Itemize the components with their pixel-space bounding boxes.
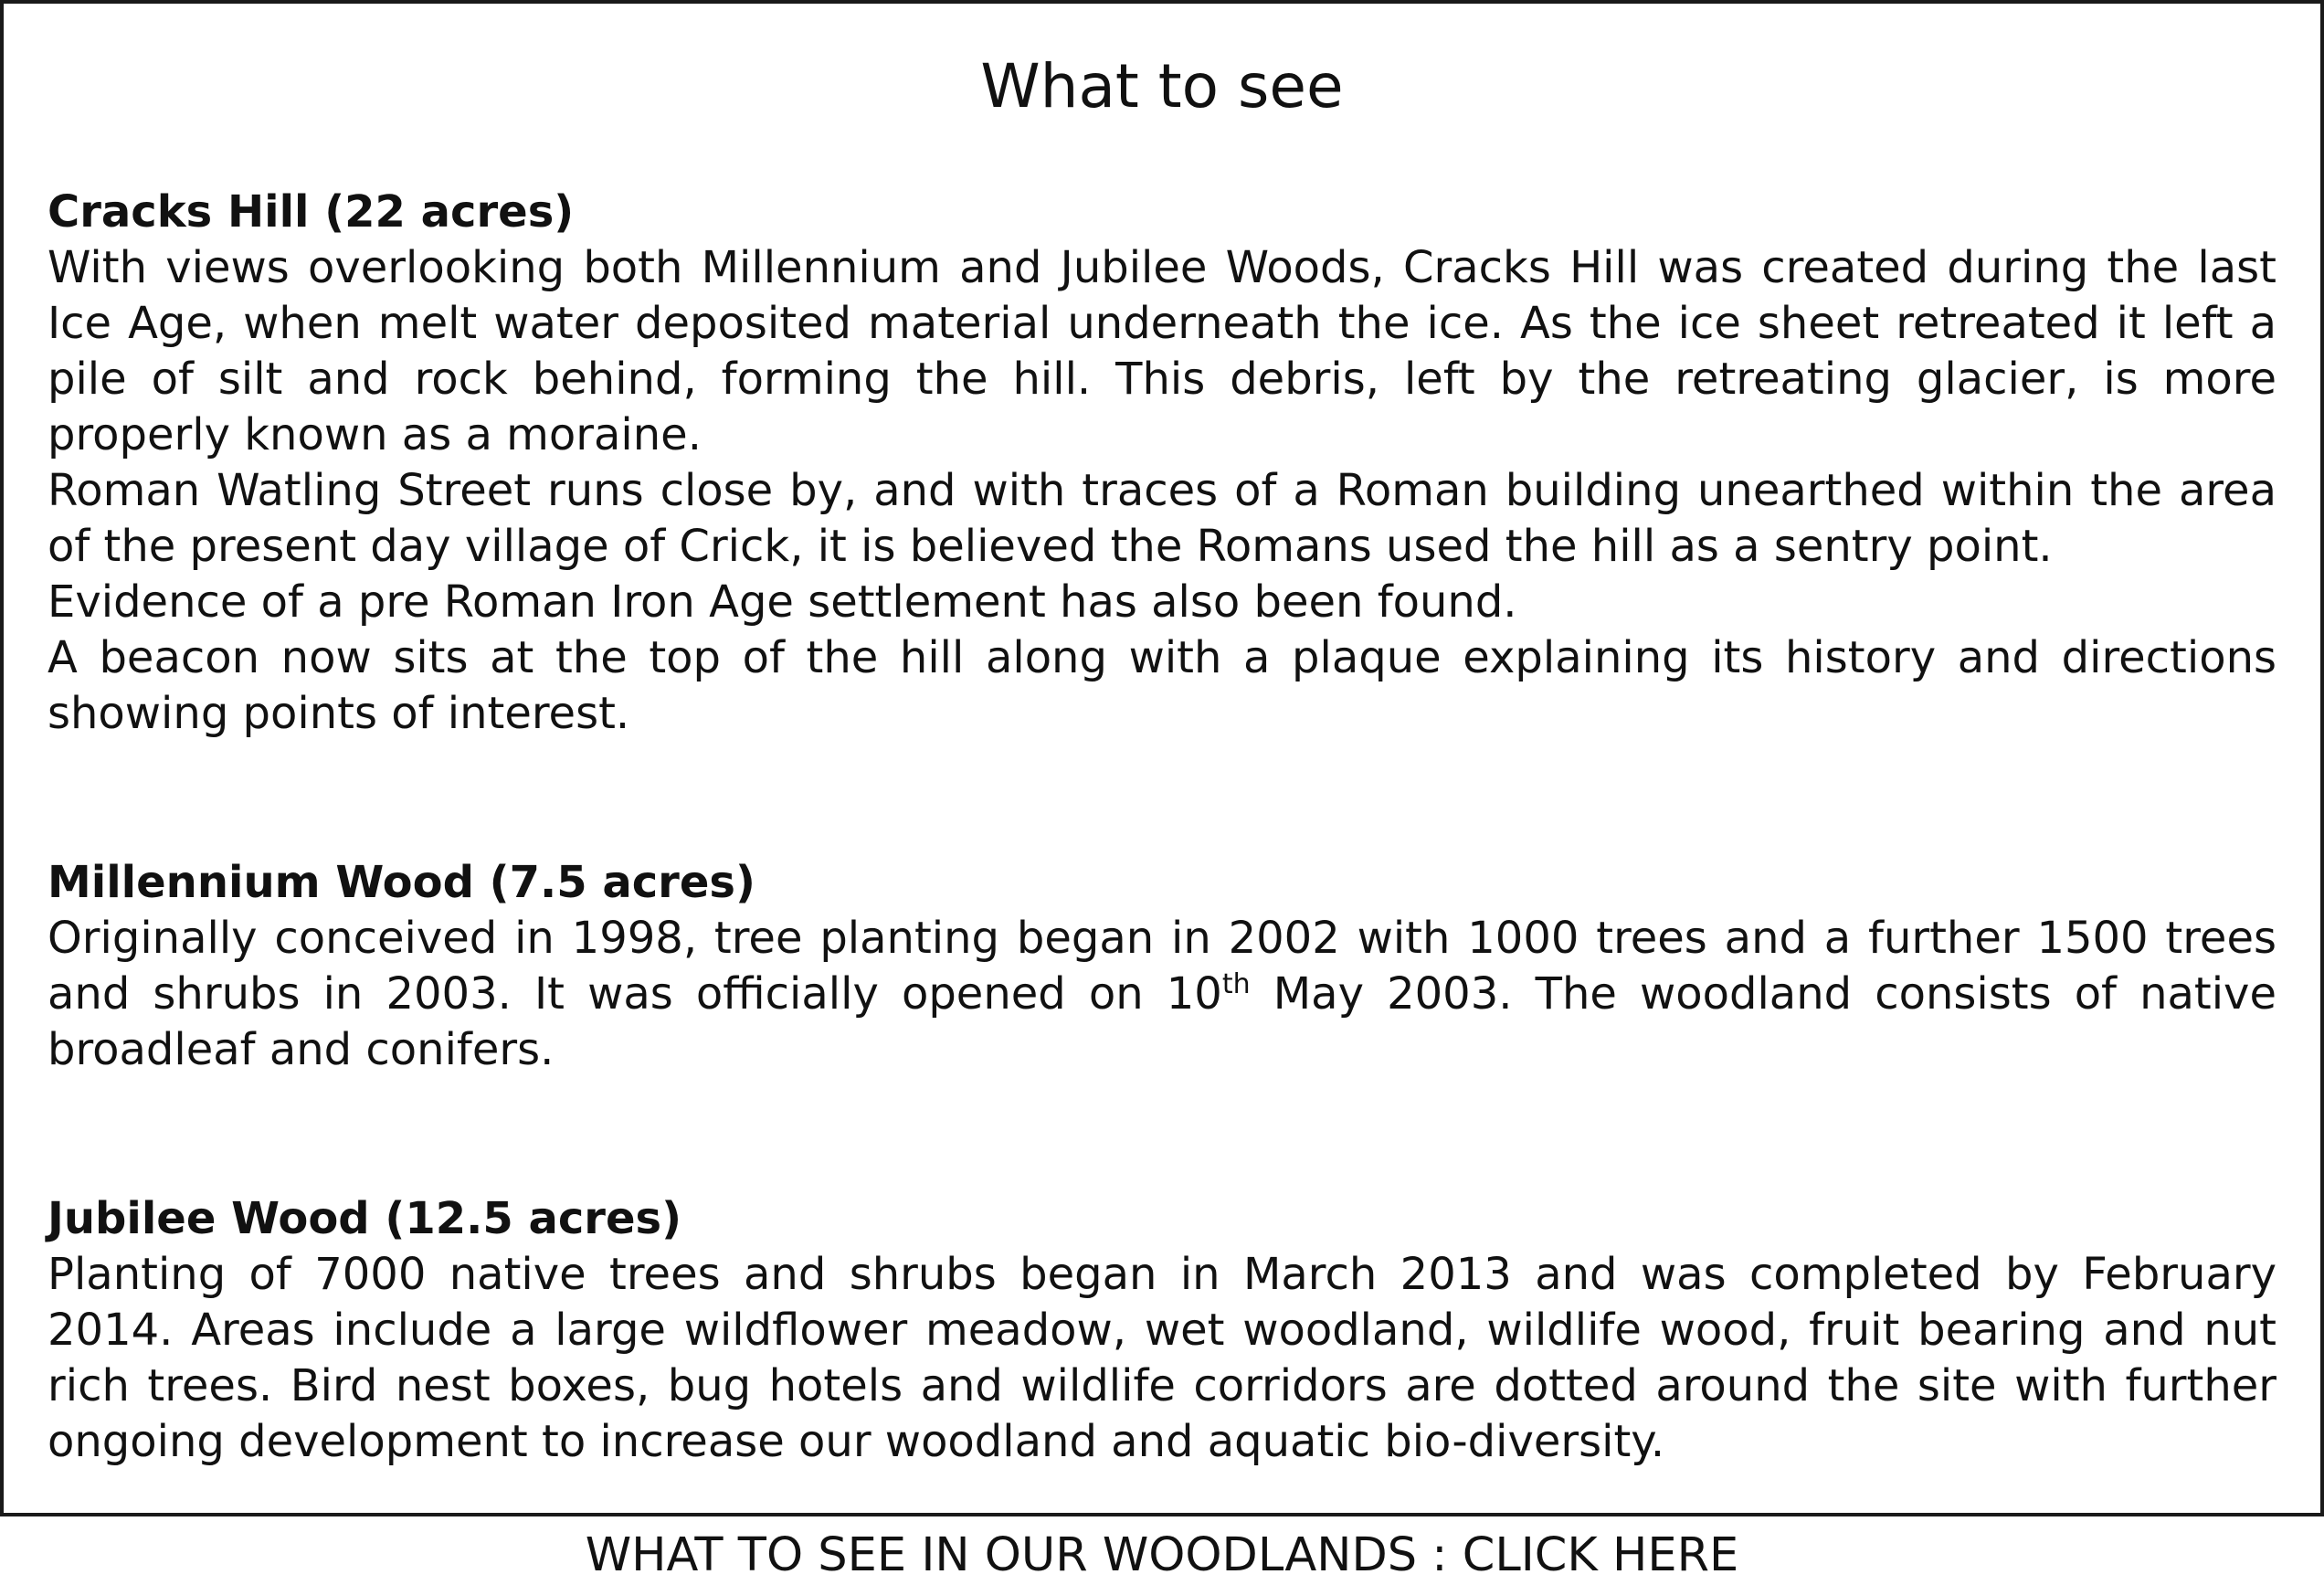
section-heading-jubilee-wood: Jubilee Wood (12.5 acres) <box>48 1193 682 1244</box>
paragraph-cracks-hill-roman: Roman Watling Street runs close by, and with traces of a Roman building unearthed within the area of the present day village of Crick, it is believed the Romans used the hill as a sentry point. <box>48 465 2276 572</box>
paragraph-millennium-wood-part1: Originally conceived in 1998, tree planting began in 2002 with 1000 trees and a further 1500 trees and shrubs in 2003. It was officially opened on 10 <box>48 913 2276 1020</box>
section-spacer <box>48 742 2276 797</box>
section-heading-cracks-hill: Cracks Hill (22 acres) <box>48 186 575 238</box>
paragraph-cracks-hill-origin: With views overlooking both Millennium and Jubilee Woods, Cracks Hill was created during the last Ice Age, when melt water deposited material underneath the ice. As the ice sheet retreated it left a pile of silt and rock behind, forming the hill. This debris, left by the retreating glacier, is more properly known as a moraine. <box>48 242 2276 460</box>
section-jubilee-wood <box>48 1191 2276 1470</box>
paragraph-cracks-hill-beacon: A beacon now sits at the top of the hill along with a plaque explaining its history and directions showing points of interest. <box>48 632 2276 739</box>
section-spacer <box>48 1078 2276 1133</box>
ordinal-suffix: th <box>1221 968 1251 1000</box>
paragraph-cracks-hill-iron-age: Evidence of a pre Roman Iron Age settlement has also been found. <box>48 576 1517 628</box>
paragraph-millennium-wood-part2: May 2003. The woodland consists of native broadleaf and conifers. <box>48 968 2276 1075</box>
section-millennium-wood <box>48 855 2276 1078</box>
section-cracks-hill <box>48 185 2276 742</box>
paragraph-millennium-wood <box>48 911 2276 1078</box>
page-title: What to see <box>980 51 1344 122</box>
section-heading-millennium-wood: Millennium Wood (7.5 acres) <box>48 857 755 908</box>
paragraph-jubilee-wood: Planting of 7000 native trees and shrubs began in March 2013 and was completed by February 2014. Areas include a large wildflower meadow, wet woodland, wildlife wood, fruit bearing and nut rich trees. Bird nest boxes, bug hotels and wildlife corridors are dotted around the site with further ongoing development to increase our woodland and aquatic bio-diversity. <box>48 1249 2276 1467</box>
page-content <box>48 48 2276 1585</box>
woodlands-click-here-link[interactable]: WHAT TO SEE IN OUR WOODLANDS : CLICK HERE <box>585 1528 1739 1582</box>
